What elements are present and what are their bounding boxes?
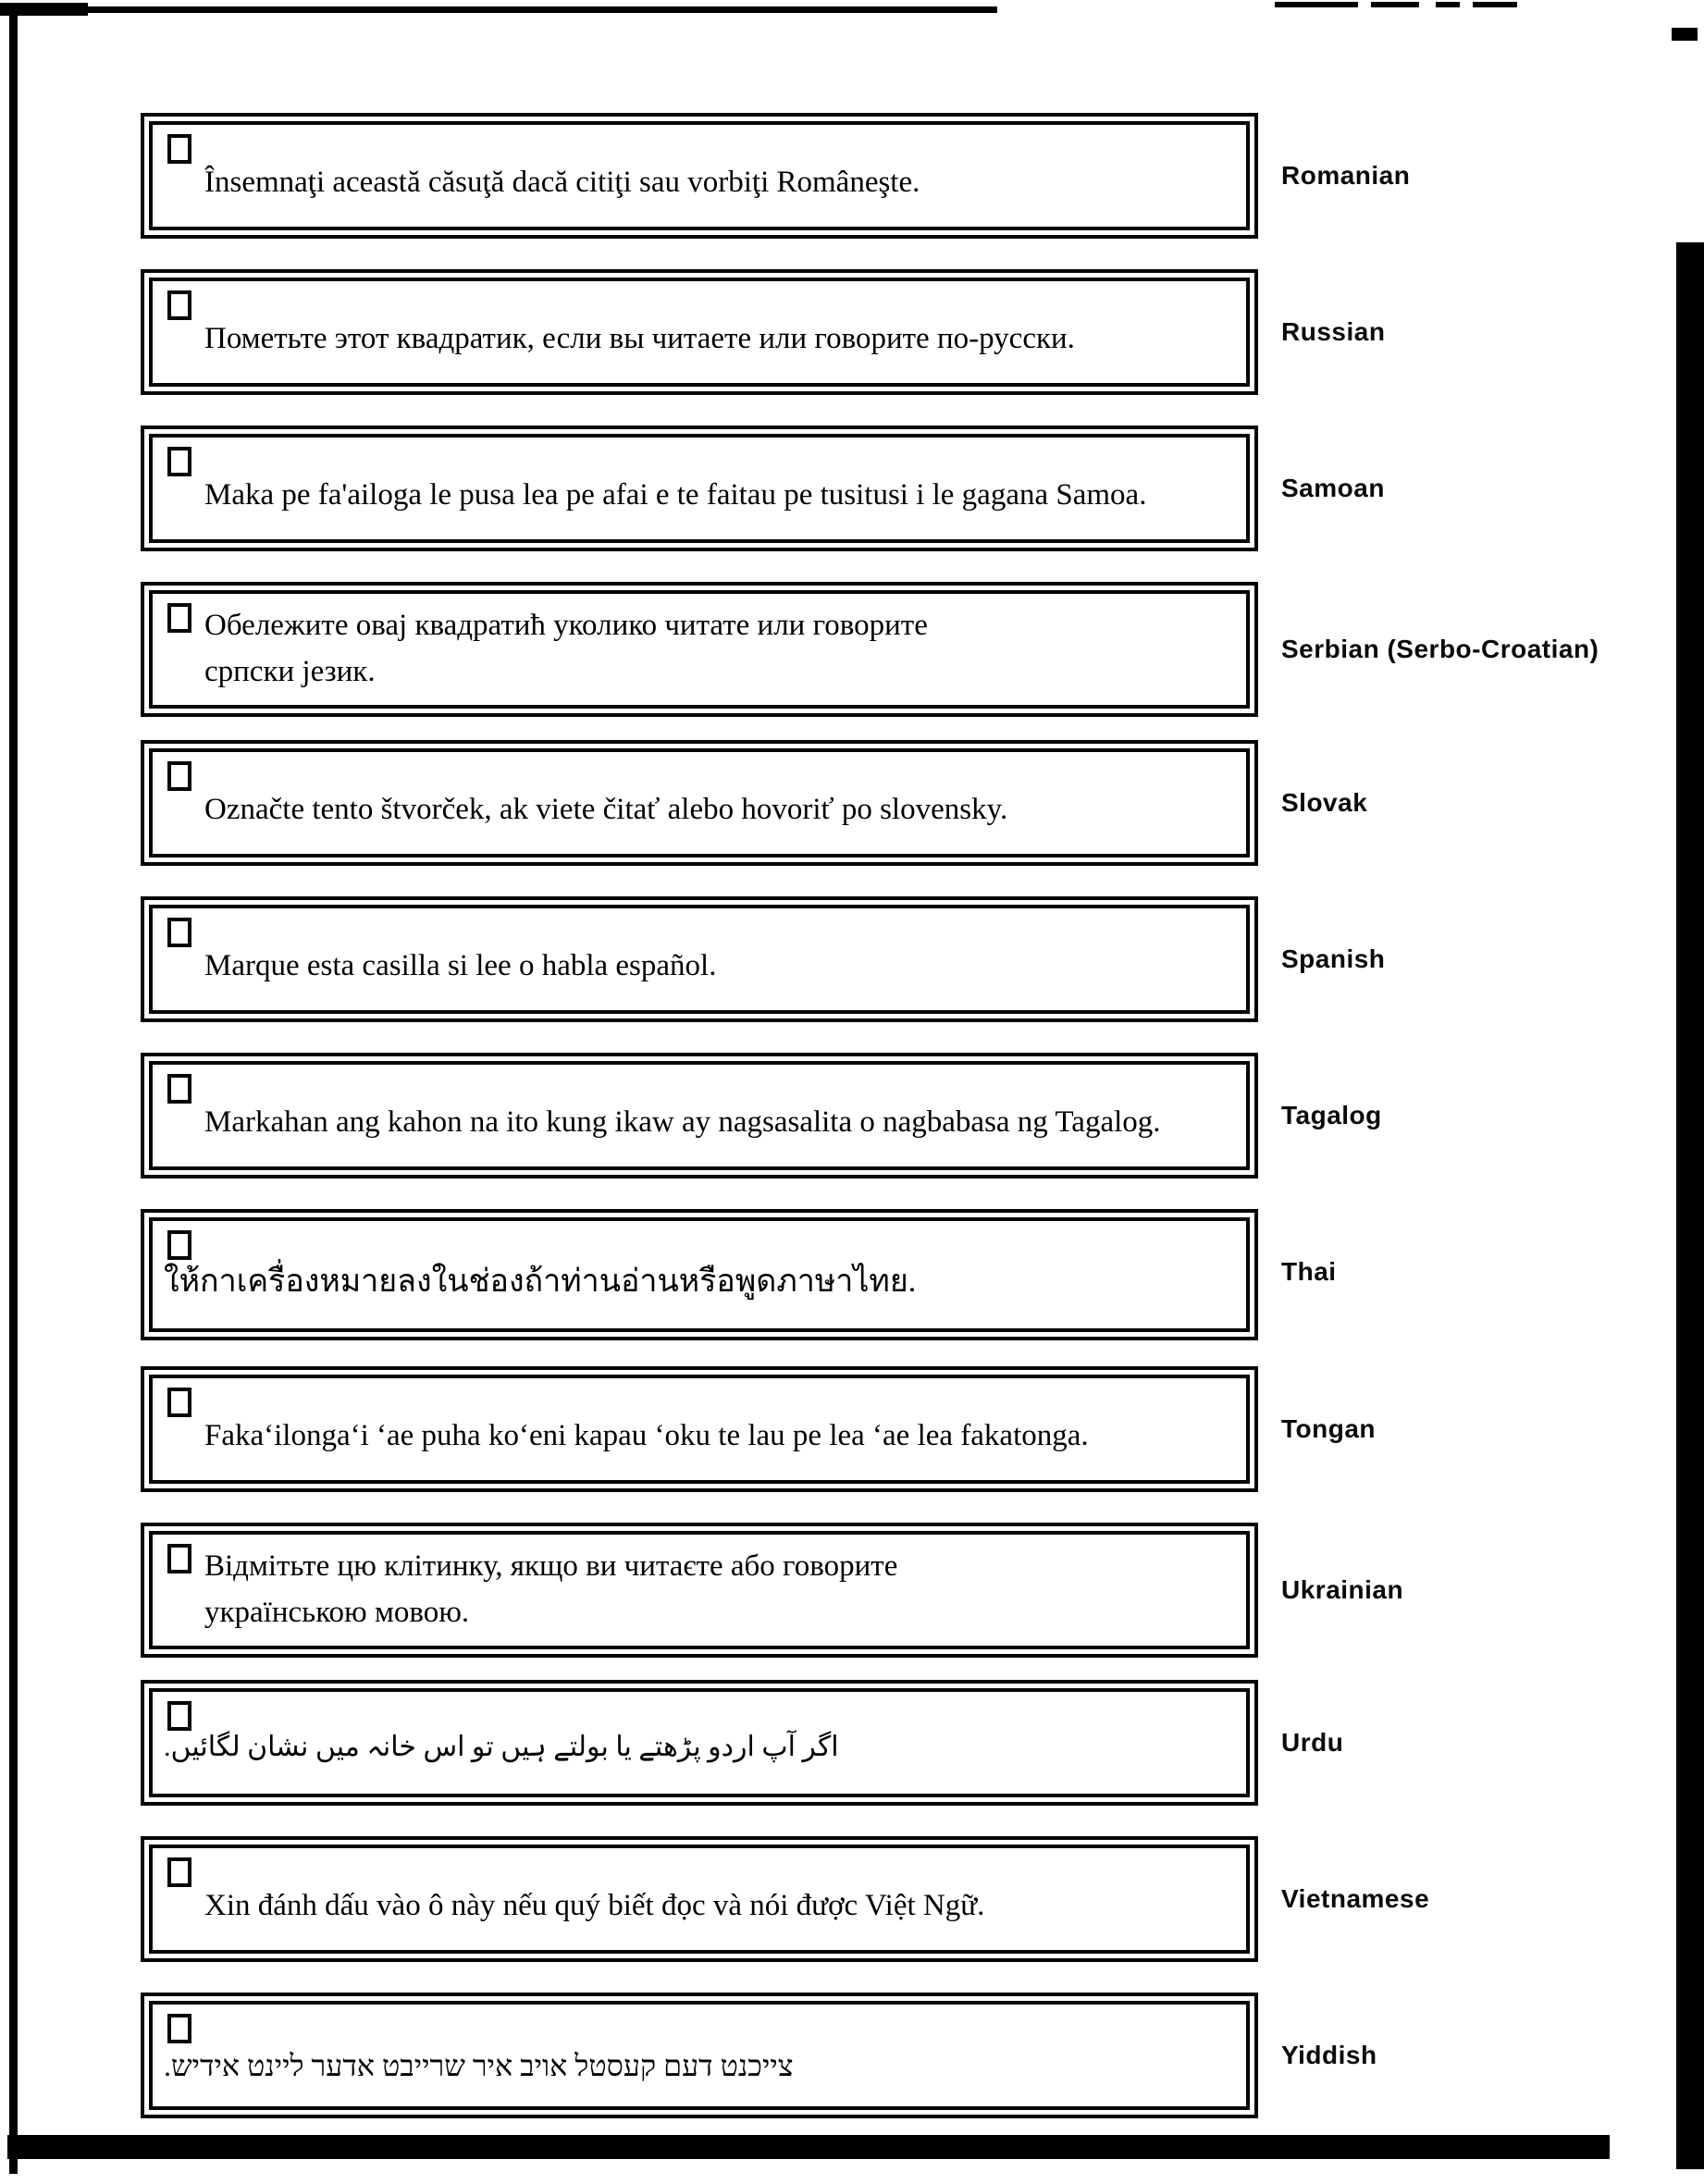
scan-artifact-top-right-mark <box>1672 28 1698 41</box>
scan-artifact-top-dash-4 <box>1473 2 1517 7</box>
language-label-tagalog: Tagalog <box>1281 1101 1382 1129</box>
instruction-box-russian <box>141 269 1258 395</box>
instruction-box-serbian <box>141 582 1258 717</box>
instruction-text-yiddish: צייכנט דעם קעסטל אויב איר שרייבט אדער ליינט אידיש. <box>164 2049 794 2082</box>
language-row-serbian <box>141 582 1704 717</box>
scan-artifact-left-rule <box>9 7 18 2174</box>
instruction-text-ukrainian-line2: українською мовою. <box>204 1596 470 1629</box>
instruction-box-thai <box>141 1209 1258 1340</box>
instruction-box-vietnamese <box>141 1836 1258 1962</box>
scan-artifact-top-dash-3 <box>1436 2 1460 7</box>
scan-artifact-top-dash-1 <box>1275 2 1358 7</box>
language-row-urdu <box>141 1680 1704 1806</box>
language-label-spanish: Spanish <box>1281 944 1386 973</box>
instruction-text-ukrainian-line1: Відмітьте цю клітинку, якщо ви читаєте або говорите <box>204 1549 898 1583</box>
language-label-tongan: Tongan <box>1281 1414 1377 1443</box>
language-label-serbian: Serbian (Serbo-Croatian) <box>1281 635 1599 663</box>
instruction-box-yiddish <box>141 1993 1258 2118</box>
language-row-vietnamese <box>141 1836 1704 1962</box>
language-row-spanish <box>141 896 1704 1022</box>
instruction-text-serbian-line2: српски језик. <box>204 655 376 688</box>
language-row-russian <box>141 269 1704 395</box>
language-label-urdu: Urdu <box>1281 1728 1344 1757</box>
checkbox-thai[interactable] <box>167 1230 191 1260</box>
checkbox-russian[interactable] <box>167 290 191 320</box>
instruction-text-thai: ให้กาเครื่องหมายลงในช่องถ้าท่านอ่านหรือพูดภาษาไทย. <box>164 1265 917 1299</box>
instruction-text-serbian-line1: Обележите овај квадратић уколико читате или говорите <box>204 609 928 642</box>
instruction-box-urdu <box>141 1680 1258 1806</box>
instruction-box-romanian <box>141 113 1258 239</box>
language-row-ukrainian <box>141 1523 1704 1658</box>
checkbox-romanian[interactable] <box>167 134 191 164</box>
scan-artifact-bottom-bar <box>7 2135 1610 2159</box>
instruction-text-romanian: Însemnaţi această căsuţă dacă citiţi sau vorbiţi Româneşte. <box>204 166 920 199</box>
checkbox-tongan[interactable] <box>167 1388 191 1417</box>
scan-artifact-top-rule <box>81 6 997 13</box>
language-row-slovak <box>141 740 1704 866</box>
instruction-text-slovak: Označte tento štvorček, ak viete čitať alebo hovoriť po slovensky. <box>204 793 1008 826</box>
instruction-text-urdu: اگر آپ اردو پڑھتے یا بولتے ہیں تو اس خانہ میں نشان لگائیں. <box>164 1732 839 1762</box>
checkbox-spanish[interactable] <box>167 918 191 947</box>
instruction-box-samoan <box>141 426 1258 551</box>
instruction-text-tagalog: Markahan ang kahon na ito kung ikaw ay nagsasalita o nagbabasa ng Tagalog. <box>204 1105 1161 1139</box>
checkbox-samoan[interactable] <box>167 447 191 476</box>
checkbox-yiddish[interactable] <box>167 2014 191 2043</box>
instruction-box-ukrainian <box>141 1523 1258 1658</box>
language-row-romanian <box>141 113 1704 239</box>
checkbox-tagalog[interactable] <box>167 1074 191 1104</box>
instruction-text-russian: Пометьте этот квадратик, если вы читаете или говорите по-русски. <box>204 322 1075 355</box>
instruction-text-spanish: Marque esta casilla si lee o habla español. <box>204 949 717 982</box>
checkbox-ukrainian[interactable] <box>167 1544 191 1573</box>
language-row-tagalog <box>141 1053 1704 1178</box>
instruction-box-tongan <box>141 1366 1258 1492</box>
language-label-romanian: Romanian <box>1281 161 1411 190</box>
instruction-text-samoan: Maka pe fa'ailoga le pusa lea pe afai e te faitau pe tusitusi i le gagana Samoa. <box>204 478 1147 512</box>
language-label-russian: Russian <box>1281 317 1386 346</box>
language-label-samoan: Samoan <box>1281 474 1385 502</box>
instruction-box-tagalog <box>141 1053 1258 1178</box>
language-label-thai: Thai <box>1281 1257 1337 1286</box>
language-label-ukrainian: Ukrainian <box>1281 1575 1404 1604</box>
language-label-yiddish: Yiddish <box>1281 2041 1377 2069</box>
scan-artifact-top-dash-2 <box>1371 2 1419 7</box>
instruction-text-tongan: Faka‘ilonga‘i ‘ae puha ko‘eni kapau ‘oku te lau pe lea ‘ae lea fakatonga. <box>204 1419 1089 1452</box>
instruction-text-vietnamese: Xin đánh dấu vào ô này nếu quý biết đọc và nói được Việt Ngữ. <box>204 1889 985 1922</box>
checkbox-vietnamese[interactable] <box>167 1857 191 1887</box>
language-row-tongan <box>141 1366 1704 1492</box>
language-label-slovak: Slovak <box>1281 788 1368 817</box>
language-row-yiddish <box>141 1993 1704 2118</box>
checkbox-slovak[interactable] <box>167 761 191 791</box>
language-row-thai <box>141 1209 1704 1335</box>
language-row-samoan <box>141 426 1704 551</box>
language-label-vietnamese: Vietnamese <box>1281 1884 1430 1913</box>
checkbox-serbian[interactable] <box>167 603 191 633</box>
instruction-box-spanish <box>141 896 1258 1022</box>
instruction-box-slovak <box>141 740 1258 866</box>
